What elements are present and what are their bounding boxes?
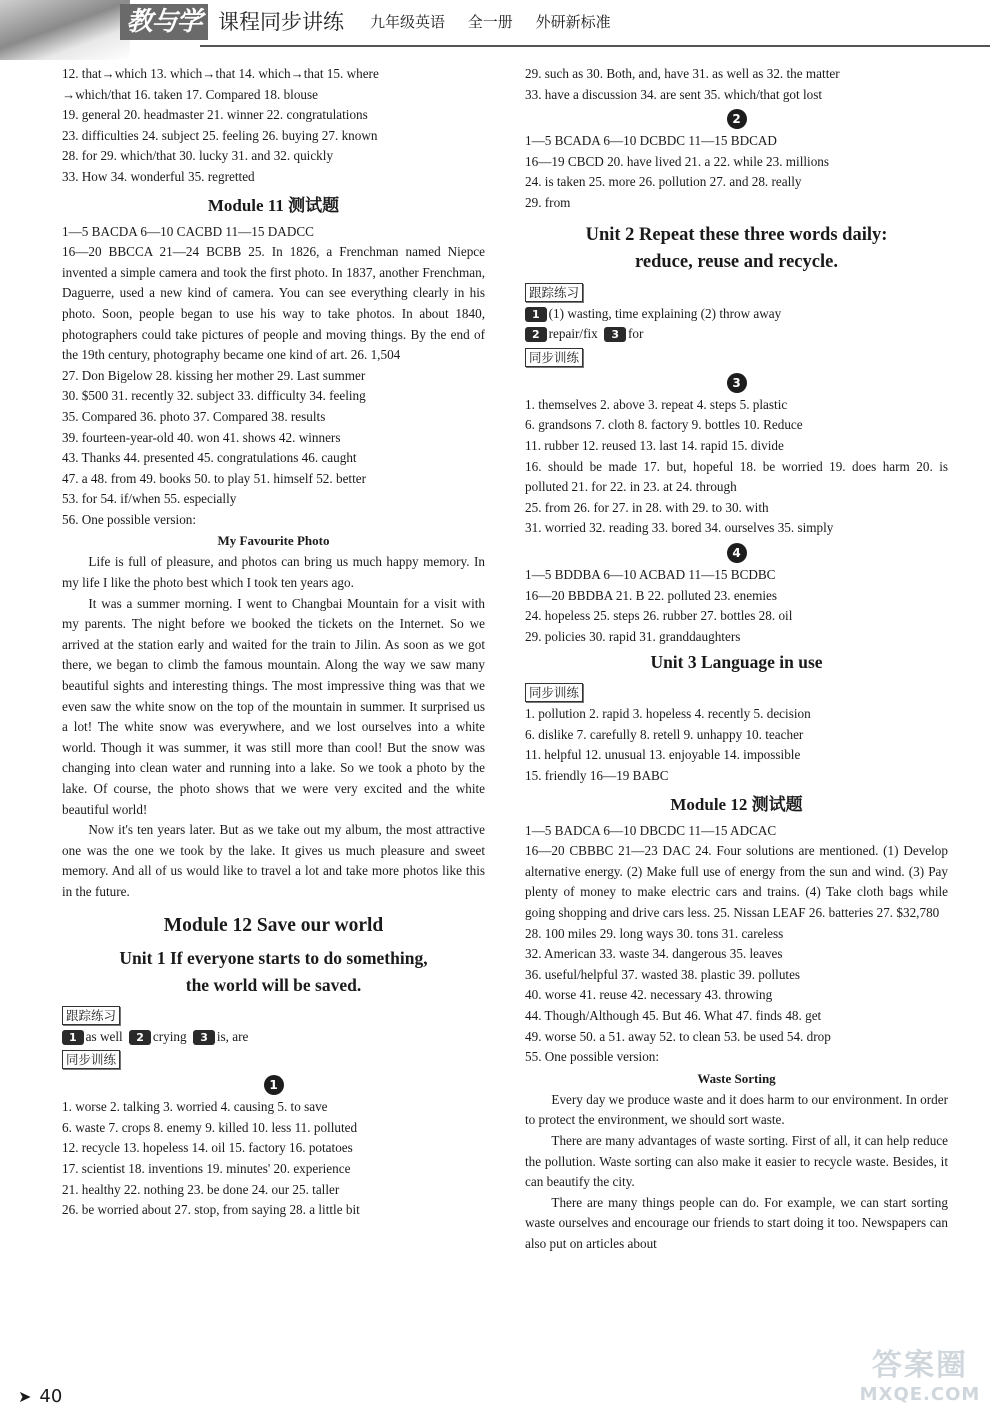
- answer-line: 1—5 BDDBA 6—10 ACBAD 11—15 BCDBC: [525, 566, 776, 582]
- answer-paragraph: 16—20 BBCCA 21—24 BCBB 25. In 1826, a Frenchman named Niepce invented a simple camera and took the first photo. In 1837, another Frenchman, Daguerre, used a new kind of camera. You can see everything clearly in his photo. Soon, people began to use his way to take photos. In about 1840, photographers could take pictures of people and moving things. By the end of the 19th century, photography became one kind of art. 26. 1,504: [62, 244, 485, 363]
- answer-line: 44. Though/Although 45. But 46. What 47. finds 48. get: [525, 1008, 822, 1023]
- module-11-test-title: Module 11 测试题: [207, 195, 340, 215]
- answer-line: 11. rubber 12. reused 13. last 14. rapid 15. divide: [525, 437, 784, 453]
- answer-line: 12. that→which 13. which→that 14. which→that 15. where: [62, 66, 379, 81]
- left-top-answers: [62, 64, 485, 188]
- answer-line: 32. American 33. waste 34. dangerous 35. leaves: [525, 946, 783, 962]
- answer-line: 43. Thanks 44. presented 45. congratulations 46. caught: [62, 450, 357, 466]
- page-number-value: 40: [39, 1386, 63, 1407]
- answer-line: 29. policies 30. rapid 31. granddaughters: [525, 628, 741, 644]
- answer-line: 33. How 34. wonderful 35. regretted: [62, 168, 255, 184]
- item-badge: 3: [193, 1030, 215, 1045]
- header-rule: [200, 45, 990, 47]
- module-12-title: Module 12 Save our world: [163, 914, 384, 936]
- answer-line: 1—5 BACDA 6—10 CACBD 11—15 DADCC: [62, 223, 314, 239]
- answer-line: 6. waste 7. crops 8. enemy 9. killed 10. less 11. polluted: [62, 1119, 358, 1135]
- item-badge: 1: [62, 1030, 84, 1045]
- section-tag-tracking: 跟踪练习: [62, 1006, 120, 1025]
- essay-title: Waste Sorting: [697, 1070, 776, 1086]
- header-decoration: [0, 0, 130, 60]
- answer-line: 15. friendly 16—19 BABC: [525, 768, 669, 784]
- answer-line: 56. One possible version:: [62, 511, 197, 527]
- answer-paragraph: 16. should be made 17. but, hopeful 18. be worried 19. does harm 20. is polluted 21. for 22. in 23. at 24. through: [525, 458, 948, 495]
- tracking-answer: as well: [85, 1028, 123, 1044]
- answer-line: 24. is taken 25. more 26. pollution 27. and 28. really: [525, 174, 802, 190]
- section-number-badge: 1: [264, 1075, 284, 1095]
- unit-2-title-line: Unit 2 Repeat these three words daily:: [585, 224, 888, 245]
- essay-paragraph: There are many things people can do. For example, we can start sorting waste ourselves and encourage our friends to start doing it too. Newspapers can also put on articles about: [525, 1194, 948, 1251]
- answer-line: 23. difficulties 24. subject 25. feeling 26. buying 27. known: [62, 127, 378, 143]
- tracking-answer: repair/fix: [548, 326, 598, 342]
- answer-line: 19. general 20. headmaster 21. winner 22. congratulations: [62, 107, 368, 123]
- right-column: [525, 64, 948, 1255]
- answer-line: 33. have a discussion 34. are sent 35. which/that got lost: [525, 86, 823, 102]
- answer-line: 27. Don Bigelow 28. kissing her mother 29. Last summer: [62, 367, 366, 383]
- unit-1-title: [62, 945, 485, 999]
- essay-title: My Favourite Photo: [217, 533, 330, 549]
- unit-2-title: [525, 222, 948, 276]
- grade-label: 九年级英语: [370, 13, 446, 31]
- answer-line: 55. One possible version:: [525, 1049, 660, 1065]
- answer-line: 1. worse 2. talking 3. worried 4. causing 5. to save: [62, 1099, 328, 1115]
- answer-line: 40. worse 41. reuse 42. necessary 43. throwing: [525, 987, 773, 1003]
- answer-line: 17. scientist 18. inventions 19. minutes' 20. experience: [62, 1160, 351, 1176]
- answer-line: 24. hopeless 25. steps 26. rubber 27. bottles 28. oil: [525, 608, 793, 624]
- item-badge: 1: [525, 307, 547, 322]
- essay-paragraph: It was a summer morning. I went to Changbai Mountain for a visit with my parents. The night before we booked the tickets on the Internet. So we arrived at the station early and waited for the train to Jilin. As soon as we got there, we began to climb the famous mountain. Along the way we saw many beautiful sights and interesting things. The most impressive thing was that we even saw the white snow on the top of the mountain in summer. It surprised us a lot! The white snow was everywhere, and we lost ourselves into a white world. Though it was summer, it was still more than cool! But the snow was changing into clean water and running into a lake. So we took a photo by the lake. Of course, the photo shows that we were very excited and the white beautiful world!: [62, 595, 485, 817]
- answer-line: 21. healthy 22. nothing 23. be done 24. our 25. taller: [62, 1181, 340, 1197]
- item-badge: 3: [604, 327, 626, 342]
- answer-line: 28. 100 miles 29. long ways 30. tons 31. careless: [525, 925, 784, 941]
- answer-line: 6. dislike 7. carefully 8. retell 9. unhappy 10. teacher: [525, 726, 804, 742]
- essay-paragraph: There are many advantages of waste sorting. First of all, it can help reduce the pollution. Waste sorting can also make it easier to recycle waste. Besides, it can beautify the city.: [525, 1132, 948, 1190]
- book-info: [370, 11, 629, 32]
- item-badge: 2: [525, 327, 547, 342]
- unit-1-title-line: Unit 1 If everyone starts to do something,: [119, 947, 428, 968]
- tracking-answers: [525, 324, 948, 345]
- answer-line: 1—5 BCADA 6—10 DCBDC 11—15 BDCAD: [525, 133, 777, 149]
- item-badge: 2: [129, 1030, 151, 1045]
- answer-line: 36. useful/helpful 37. wasted 38. plastic 39. pollutes: [525, 966, 801, 982]
- unit-2-title-line: reduce, reuse and recycle.: [635, 251, 838, 272]
- watermark: [850, 1348, 990, 1412]
- answer-line: 29. from: [525, 194, 571, 210]
- answer-line: 28. for 29. which/that 30. lucky 31. and 32. quickly: [62, 148, 334, 164]
- section-number-badge: 4: [727, 543, 747, 563]
- section-tag-sync: 同步训练: [62, 1050, 120, 1069]
- section-number-badge: 2: [727, 109, 747, 129]
- answer-line: 47. a 48. from 49. books 50. to play 51. himself 52. better: [62, 470, 367, 486]
- answer-line: 1. themselves 2. above 3. repeat 4. steps 5. plastic: [525, 396, 788, 412]
- module-12-test-title: Module 12 测试题: [670, 794, 803, 814]
- tracking-answer: for: [627, 326, 644, 342]
- tracking-answer: (1) wasting, time explaining (2) throw away: [548, 305, 782, 321]
- answer-line: 1—5 BADCA 6—10 DBCDC 11—15 ADCAC: [525, 822, 777, 838]
- tracking-answers: [525, 304, 948, 325]
- unit-1-title-line: the world will be saved.: [185, 974, 362, 995]
- answer-line: 39. fourteen-year-old 40. won 41. shows 42. winners: [62, 429, 341, 445]
- answer-line: 1. pollution 2. rapid 3. hopeless 4. recently 5. decision: [525, 706, 811, 722]
- answer-line: 26. be worried about 27. stop, from saying 28. a little bit: [62, 1202, 360, 1218]
- answer-line: 29. such as 30. Both, and, have 31. as well as 32. the matter: [525, 66, 840, 81]
- answer-line: 35. Compared 36. photo 37. Compared 38. results: [62, 408, 326, 424]
- section-tag-sync: 同步训练: [525, 683, 583, 702]
- section-tag-sync: 同步训练: [525, 348, 583, 367]
- tracking-answers: [62, 1027, 485, 1048]
- essay-paragraph: Life is full of pleasure, and photos can bring us much happy memory. In my life I like the photo best which I took ten years ago.: [62, 554, 485, 591]
- watermark-text: 答案圈: [872, 1348, 968, 1383]
- unit-3-title: Unit 3 Language in use: [650, 652, 823, 673]
- answer-line: 16—19 CBCD 20. have lived 21. a 22. while 23. millions: [525, 153, 830, 169]
- page-arrow-icon: ➤: [18, 1387, 32, 1406]
- answer-line: →which/that 16. taken 17. Compared 18. blouse: [62, 86, 319, 102]
- section-number-badge: 3: [727, 373, 747, 393]
- publisher-logo: 教与学: [120, 4, 208, 40]
- book-title: 课程同步讲练: [218, 10, 344, 34]
- answer-line: 6. grandsons 7. cloth 8. factory 9. bottles 10. Reduce: [525, 417, 803, 433]
- essay-paragraph: Now it's ten years later. But as we take out my album, the most attractive one was the one we took by the lake. It gives us much pleasure and sweet memory. And all of us would like to travel a lot and take more photos like this in the future.: [62, 822, 485, 899]
- answer-paragraph: 16—20 CBBBC 21—23 DAC 24. Four solutions are mentioned. (1) Develop alternative energy. (2) Make full use of energy from the sun and wind. (3) Pay plenty of money to make electric cars and trains. (4) Take cloth bags while going shopping and drive cars less. 25. Nissan LEAF 26. batteries 27. $32,780: [525, 843, 948, 921]
- answer-line: 30. $500 31. recently 32. subject 33. difficulty 34. feeling: [62, 388, 366, 404]
- answer-line: 53. for 54. if/when 55. especially: [62, 491, 237, 507]
- answer-line: 31. worried 32. reading 33. bored 34. ourselves 35. simply: [525, 520, 834, 536]
- edition-label: 外研新标准: [535, 13, 611, 31]
- answer-line: 49. worse 50. a 51. away 52. to clean 53. be used 54. drop: [525, 1028, 831, 1044]
- answer-line: 25. from 26. for 27. in 28. with 29. to 30. with: [525, 499, 769, 515]
- page-header: [0, 0, 1000, 60]
- volume-label: 全一册: [467, 13, 513, 31]
- section-tag-tracking: 跟踪练习: [525, 283, 583, 302]
- tracking-answer: crying: [152, 1028, 187, 1044]
- answer-line: 12. recycle 13. hopeless 14. oil 15. factory 16. potatoes: [62, 1140, 353, 1156]
- watermark-url: MXQE.COM: [859, 1384, 981, 1405]
- left-column: [62, 64, 485, 1221]
- answer-line: 11. helpful 12. unusual 13. enjoyable 14. impossible: [525, 747, 801, 763]
- essay-paragraph: Every day we produce waste and it does harm to our environment. In order to protect the environment, we should sort waste.: [525, 1091, 948, 1128]
- page-number: [18, 1386, 62, 1407]
- answer-line: 16—20 BBDBA 21. B 22. polluted 23. enemies: [525, 587, 778, 603]
- tracking-answer: is, are: [216, 1028, 249, 1044]
